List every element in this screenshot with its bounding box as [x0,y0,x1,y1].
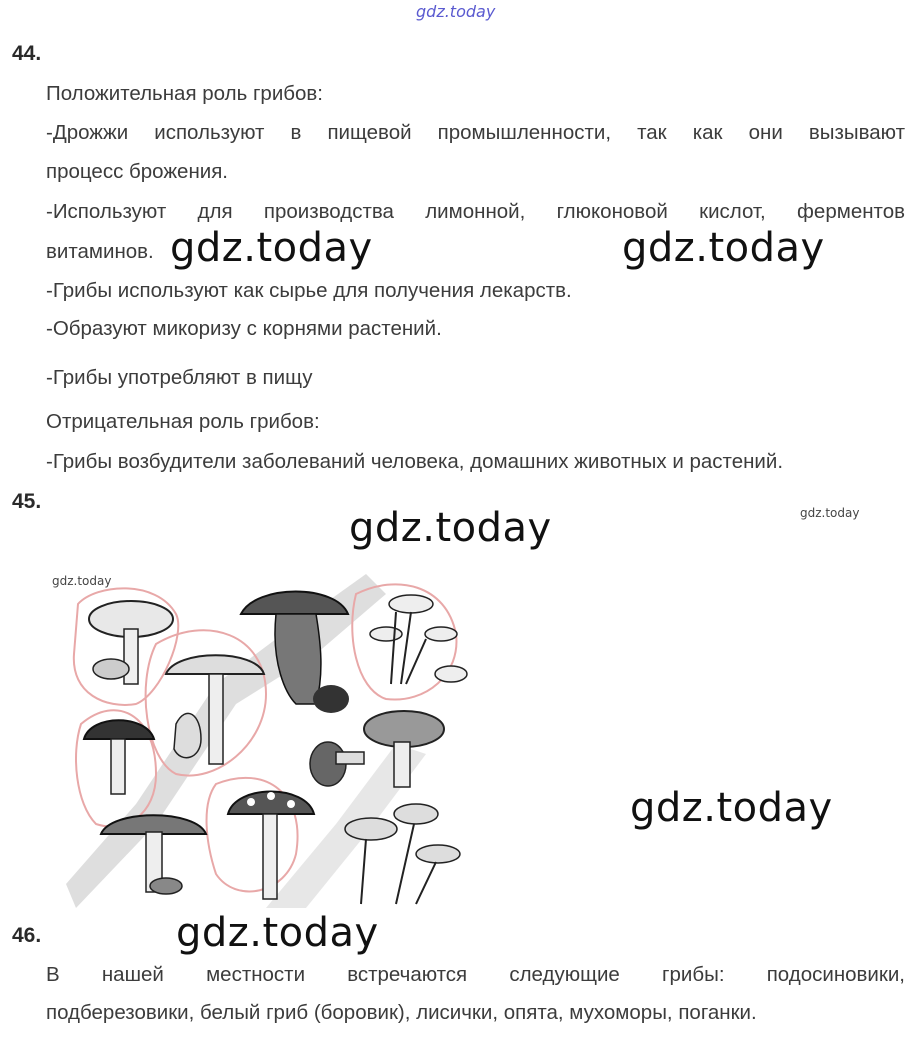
task-45-number: 45. [12,490,42,513]
watermark: gdz.today [176,910,379,956]
task-46-number: 46. [12,924,42,947]
watermark-small: gdz.today [800,506,860,520]
text-line: подберезовики, белый гриб (боровик), лисички, опята, мухоморы, поганки. [46,1001,757,1024]
watermark-top: gdz.today [416,2,496,21]
text-line: -Грибы употребляют в пищу [46,366,313,389]
watermark: gdz.today [349,505,552,551]
watermark: gdz.today [622,225,825,271]
watermark: gdz.today [170,225,373,271]
text-line: -Грибы используют как сырье для получения лекарств. [46,279,572,302]
text-line: В нашей местности встречаются следующие грибы: подосиновики, [46,963,905,986]
text-line: -Дрожжи используют в пищевой промышленности, так как они вызывают [46,121,905,144]
watermark: gdz.today [630,785,833,831]
text-line: Положительная роль грибов: [46,82,324,105]
text-line: -Грибы возбудители заболеваний человека, домашних животных и растений. [46,450,784,473]
text-line: витаминов. [46,240,154,263]
text-line: -Используют для производства лимонной, глюконовой кислот, ферментов [46,200,905,223]
text-line: -Образуют микоризу с корнями растений. [46,317,442,340]
mushrooms-illustration [66,574,472,908]
text-line: процесс брожения. [46,160,229,183]
text-line: Отрицательная роль грибов: [46,410,320,433]
watermark-small: gdz.today [52,574,112,588]
task-44-number: 44. [12,42,42,65]
